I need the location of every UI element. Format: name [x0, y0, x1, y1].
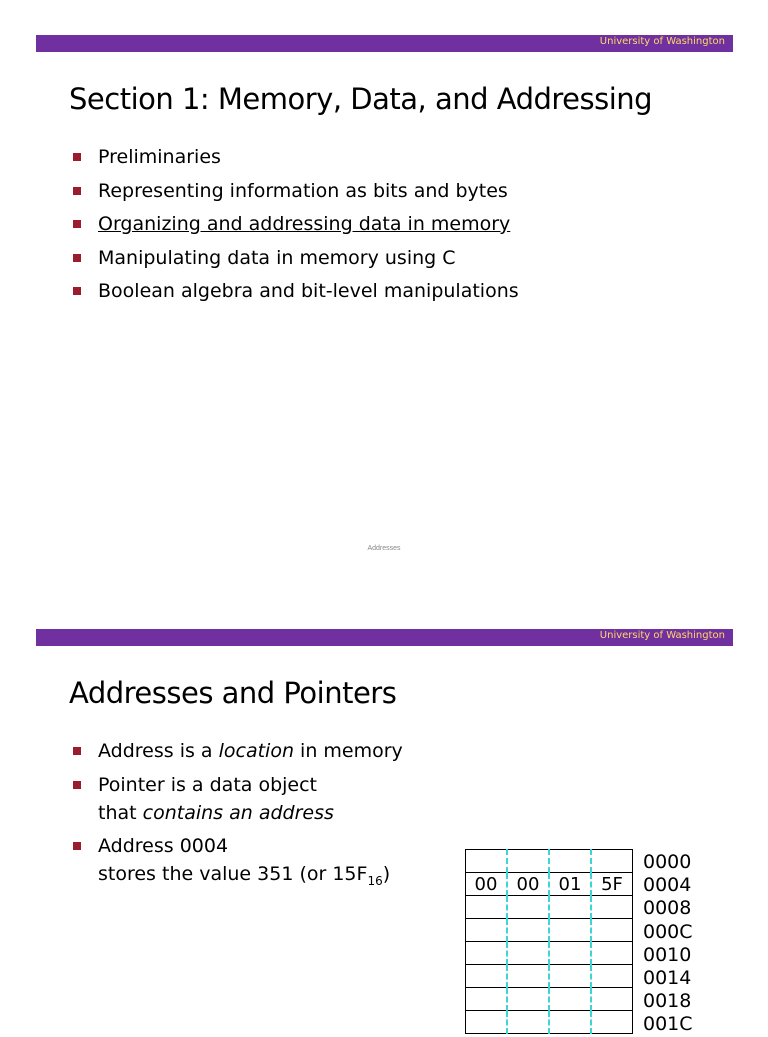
bullet-square-icon — [73, 781, 81, 789]
bullet-square-icon — [73, 254, 81, 262]
bullet-square-icon — [73, 153, 81, 161]
bullet-square-icon — [73, 287, 81, 295]
bullet-square-icon — [73, 187, 81, 195]
table-row — [466, 965, 633, 988]
table-row — [466, 896, 633, 919]
bullet-square-icon — [73, 220, 81, 228]
table-row — [466, 919, 633, 942]
address-label: 0000 — [643, 851, 692, 873]
list-item: Address 0004 stores the value 351 (or $15F_{16}$) — [72, 832, 403, 866]
memory-byte: 5F — [591, 873, 633, 896]
address-label: 0010 — [643, 943, 692, 966]
slide-footer: Addresses — [367, 545, 401, 552]
list-item: Representing information as bits and bytes — [72, 177, 519, 211]
memory-byte: 00 — [507, 873, 549, 896]
slide-title: Addresses and Pointers — [69, 676, 397, 710]
address-label: 0008 — [643, 897, 692, 920]
table-row — [466, 988, 633, 1011]
address-column — [643, 851, 693, 1037]
header-bar — [36, 35, 733, 52]
memory-byte: 00 — [466, 873, 508, 896]
header-text: University of Washington — [599, 36, 725, 47]
list-item: Manipulating data in memory using C — [72, 244, 519, 278]
header-bar — [36, 629, 733, 646]
table-row — [466, 850, 633, 873]
table-row — [466, 942, 633, 965]
address-label: 0014 — [643, 967, 692, 990]
address-label: 0004 — [643, 874, 692, 897]
list-item: Pointer is a data object that contains an address — [72, 771, 403, 832]
list-item: Address is a location in memory — [72, 737, 403, 771]
table-row — [466, 1011, 633, 1034]
bullet-square-icon — [73, 842, 81, 850]
list-item: Boolean algebra and bit-level manipulations — [72, 277, 519, 311]
memory-table — [465, 849, 633, 1034]
list-item: Organizing and addressing data in memory — [72, 210, 519, 244]
address-label: 0018 — [643, 990, 692, 1013]
memory-byte: 01 — [549, 873, 591, 896]
bullet-list — [72, 737, 403, 888]
bullet-list — [72, 143, 519, 311]
slide-title: Section 1: Memory, Data, and Addressing — [69, 82, 653, 116]
list-item: Preliminaries — [72, 143, 519, 177]
table-row — [466, 873, 633, 896]
address-label: 001C — [643, 1013, 693, 1036]
address-label: 000C — [643, 920, 693, 943]
bullet-square-icon — [73, 747, 81, 755]
header-text: University of Washington — [599, 630, 725, 641]
